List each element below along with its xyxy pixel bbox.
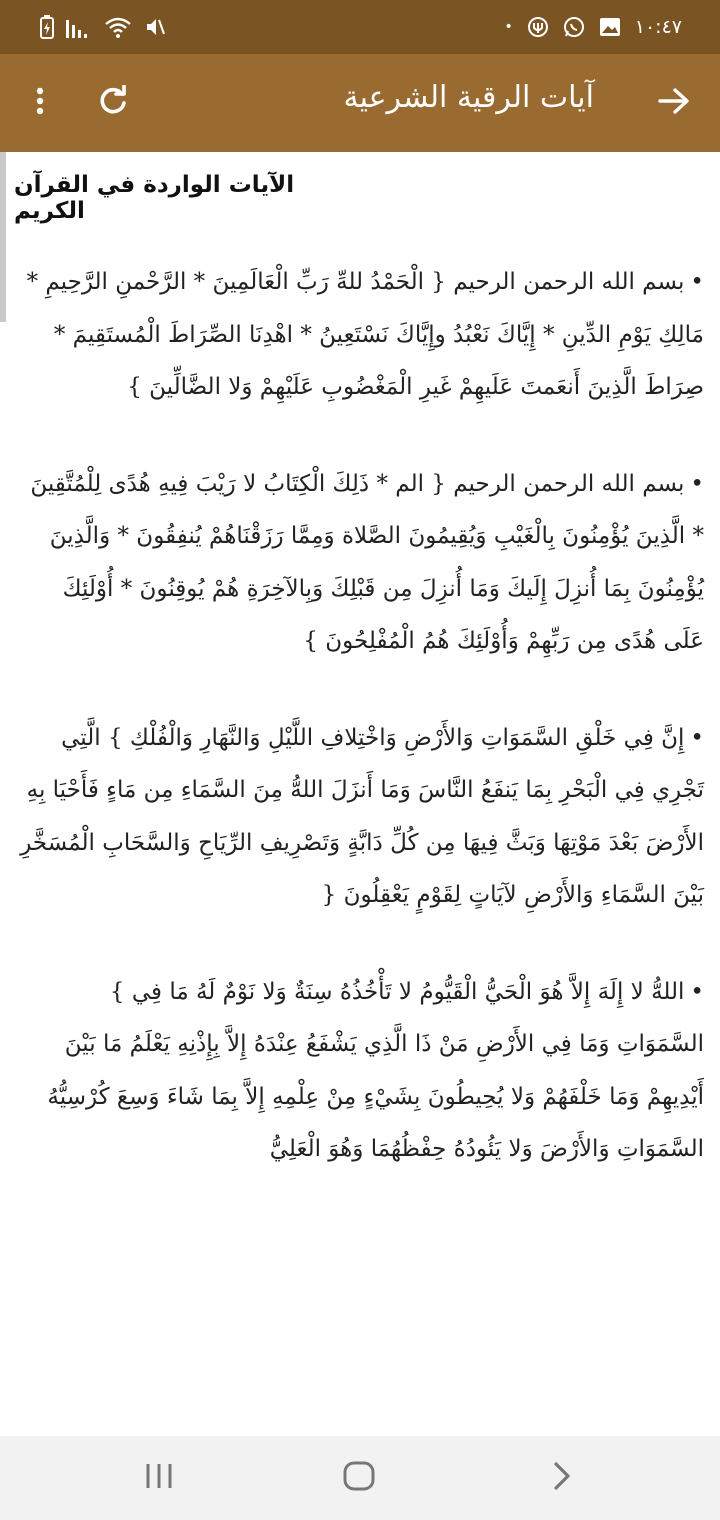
content-heading: الآيات الواردة في القرآن الكريم [14,172,295,224]
bullet: • [690,470,704,497]
status-dot: • [504,19,513,35]
more-options-button[interactable] [22,82,58,124]
app-toolbar [0,54,720,152]
bullet: • [690,724,704,751]
status-system-icons [40,15,166,39]
home-icon [343,1461,375,1495]
battery-charging-icon [40,15,54,39]
recents-button[interactable] [142,1462,176,1494]
chevron-right-icon [552,1461,572,1495]
verse-text: بسم الله الرحمن الرحيم { الْحَمْدُ للهِّ رَبِّ الْعَالَمِينَ * الرَّحْمنِ الرَّحِيمِ * مَالِكِ يَوْمِ الدِّينِ * إِيَّاكَ نَعْبُدُ وإِيَّاكَ نَسْتَعِينُ * اهْدِنَا الصِّرَاطَ الْمُستَقِيمَ * صِرَاطَ الَّذِينَ أَنعَمتَ عَلَيهِمْ غَيرِ الْمَغْضُوبِ عَلَيْهِمْ وَلا الضَّالِّينَ } [26,269,704,400]
verse-text: إِنَّ فِي خَلْقِ السَّمَوَاتِ وَالأَرْضِ وَاخْتِلافِ اللَّيْلِ وَالنَّهَارِ وَالْفُلْكِ } الَّتِي تَجْرِي فِي الْبَحْرِ بِمَا يَنفَعُ النَّاسَ وَمَا أَنزَلَ اللهُّ مِنَ السَّمَاءِ مِن مَاءٍ فَأَحْيَا بِهِ الأَرْضَ بَعْدَ مَوْتِهَا وَبَثَّ فِيهَا مِن كُلِّ دَابَّةٍ وَتَصْرِيفِ الرِّيَاحِ وَالسَّحَابِ الْمُسَخَّرِ بَيْنَ السَّمَاءِ وَالأَرْضِ لآيَاتٍ لِقَوْمٍ يَعْقِلُونَ { [20,724,704,908]
back-button[interactable] [654,83,694,123]
bullet: • [690,269,704,295]
page-title: آيات الرقية الشرعية [343,80,594,115]
more-vert-icon [35,87,45,119]
scrollbar[interactable] [0,152,6,322]
system-back-button[interactable] [548,1462,576,1494]
system-nav-bar [0,1436,720,1520]
refresh-button[interactable] [92,82,134,124]
signal-icon [66,16,92,38]
verse-text: اللهُّ لا إِلَهَ إِلاَّ هُوَ الْحَيُّ الْقَيُّومُ لا تَأْخُذُهُ سِنَةٌ وَلا نَوْمٌ لَهُ مَا فِي } السَّمَوَاتِ وَمَا فِي الأَرْضِ مَنْ ذَا الَّذِي يَشْفَعُ عِنْدَهُ إِلاَّ بِإِذْنِهِ يَعْلَمُ مَا بَيْنَ أَيْدِيهِمْ وَمَا خَلْفَهُمْ وَلا يُحِيطُونَ بِشَيْءٍ مِنْ عِلْمِهِ إِلاَّ بِمَا شَاءَ وَسِعَ كُرْسِيُّهُ السَّمَوَاتِ وَالأَرْضَ وَلا يَئُودُهُ حِفْظُهُمَا وَهُوَ الْعَلِيُّ [47,978,704,1162]
home-button[interactable] [340,1462,378,1494]
notification-app-icon [527,16,549,38]
refresh-icon [97,85,129,121]
whatsapp-icon [563,16,585,38]
status-time: ١٠:٤٧ [634,16,682,38]
arrow-right-icon [658,87,690,119]
verse-item [16,458,704,668]
verses-list [16,256,704,1220]
bullet: • [690,978,704,1005]
verse-item [16,256,704,414]
status-notifications [505,16,683,38]
image-icon [599,17,621,37]
recents-icon [145,1463,173,1493]
verse-item [16,712,704,922]
mute-icon [144,16,166,38]
verse-text: بسم الله الرحمن الرحيم { الم * ذَلِكَ الْكِتَابُ لا رَيْبَ فِيهِ هُدًى لِلْمُتَّقِينَ * الَّذِينَ يُؤْمِنُونَ بِالْغَيْبِ وَيُقِيمُونَ الصَّلاة وَمِمَّا رَزَقْنَاهُمْ يُنفِقُونَ * وَالَّذِينَ يُؤْمِنُونَ بِمَا أُنزِلَ إِلَيكَ وَمَا أُنزِلَ مِن قَبْلِكَ وَبِالآخِرَةِ هُمْ يُوقِنُونَ * أُوْلَئِكَ عَلَى هُدًى مِن رَبِّهِمْ وَأُوْلَئِكَ هُمُ الْمُفْلِحُونَ } [30,470,704,654]
wifi-icon [104,16,132,38]
verse-item [16,966,704,1176]
verses-scroll-view[interactable] [0,152,720,1276]
status-bar [0,0,720,54]
